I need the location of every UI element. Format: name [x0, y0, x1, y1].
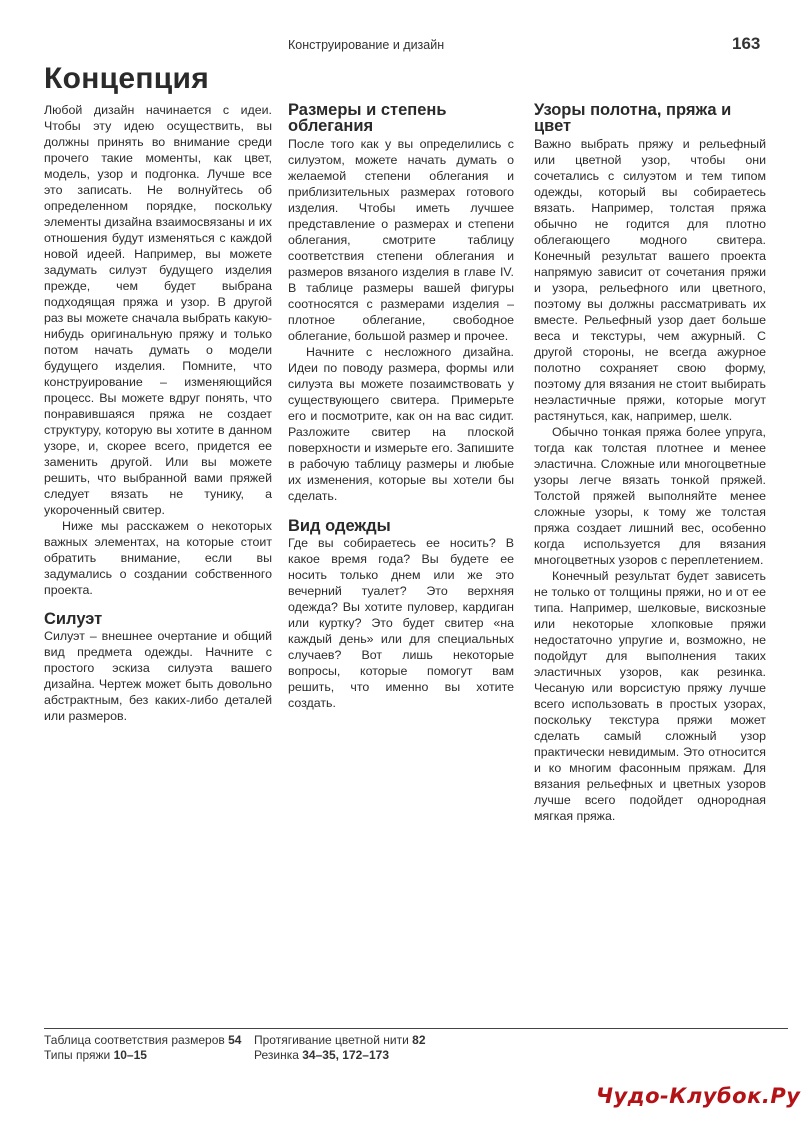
- reference-title: Резинка: [254, 1048, 299, 1062]
- cross-reference-link[interactable]: [254, 1033, 426, 1048]
- subheading-silhouette: Силуэт: [44, 610, 103, 628]
- subheading-size-and-fit: Размеры и степень облегания: [288, 101, 447, 135]
- paragraph: Любой дизайн начинается с идеи. Чтобы эту идею осуществить, вы должны принять во внимание среди прочего такие моменты, как цвет, модель, узор и подгонка. Лучше все это записать. Не волнуйтесь об определенном порядке, поскольку элементы дизайна взаимосвязаны и их отношения будут изменяться с каждой новой идеей. Например, вы можете задумать силуэт будущего изделия прежде, чем будет выбрана подходящая пряжа и узор. В другой раз вы можете сначала выбрать какую-нибудь оригинальную пряжу и только потом начать думать о модели будущего изделия. Помните, что конструирование – изменяющийся процесс. Вы можете вдруг понять, что понравившаяся пряжа не создает структуру, которую вы хотите в данном узоре, и, скорее всего, придется ее заменить другой. Или вы можете решить, что выбранной вами пряжей следует вязать не тунику, а укороченный свитер.: [44, 103, 272, 517]
- footer-references-left: [44, 1033, 241, 1063]
- paragraph: Где вы собираетесь ее носить? В какое время года? Вы будете ее носить только днем или же это вечерний туалет? Это верхняя одежда? Вы хотите пуловер, кардиган или куртку? Это будет свитер «на каждый день» или для специальных случаев? Вот лишь некоторые вопросы, которые помогут вам решить, что именно вы хотите создать.: [288, 536, 514, 710]
- text-column-1: [44, 102, 272, 724]
- subheading-garment-type: Вид одежды: [288, 517, 391, 535]
- reference-title: Протягивание цветной нити: [254, 1033, 409, 1047]
- reference-pages: 54: [228, 1033, 242, 1047]
- page-number: 163: [732, 34, 761, 53]
- reference-pages: 82: [412, 1033, 426, 1047]
- text-column-2: [288, 102, 514, 711]
- cross-reference-link[interactable]: [44, 1033, 241, 1048]
- paragraph: Конечный результат будет зависеть не только от толщины пряжи, но и от ее типа. Например, шелковые, вискозные или некоторые хлопковые пряжи недостаточно упругие и, возможно, не подойдут для выполнения таких эластичных узоров, как резинка. Чесаную или ворсистую пряжу лучше всего использовать в простых узорах, поскольку текстура пряжи может сделать самый сложный узор практически невидимым. Это относится и ко многим фасонным пряжам. Для вязания рельефных и цветных узоров лучше всего подойдет однородная мягкая пряжа.: [534, 569, 766, 823]
- section-name: Конструирование и дизайн: [288, 38, 445, 52]
- paragraph: После того как у вы определились с силуэтом, можете начать думать о желаемой степени облегания и приблизительных размерах готового изделия. Чтобы иметь лучшее представление о размерах и степени облегания, смотрите таблицу соответствия степени облегания и размеров вязаного изделия в главе IV. В таблице размеры вашей фигуры соотносятся с размерами изделия – плотное облегание, свободное облегание, большой размер и прочее.: [288, 137, 514, 343]
- paragraph: Начните с несложного дизайна. Идеи по поводу размера, формы или силуэта вы можете позаимствовать у существующего свитера. Примерьте его и посмотрите, как он на вас сидит. Разложите свитер на плоской поверхности и измерьте его. Запишите в рабочую таблицу размеры и любые их изменения, которые вы хотели бы сделать.: [288, 345, 514, 503]
- paragraph: Ниже мы расскажем о некоторых важных элементах, на которые стоит обратить внимание, если вы задумались о создании собственного проекта.: [44, 519, 272, 597]
- subheading-patterns-yarn-color: Узоры полотна, пряжа и цвет: [534, 101, 732, 135]
- paragraph: Силуэт – внешнее очертание и общий вид предмета одежды. Начните с простого эскиза силуэта вашего дизайна. Чертеж может быть довольно абстрактным, без каких-либо деталей или размеров.: [44, 629, 272, 723]
- text-column-3: [534, 102, 766, 824]
- page-title: Концепция: [44, 62, 210, 95]
- footer-references-right: [254, 1033, 426, 1063]
- paragraph: Важно выбрать пряжу и рельефный или цветной узор, чтобы они сочетались с силуэтом и тем типом одежды, который вы собираетесь вязать. Например, толстая пряжа обычно не годится для плотно облегающего модного свитера. Конечный результат вашего проекта напрямую зависит от сочетания пряжи и узора, рельефного или цветного, поэтому вы должны рассматривать их вместе. Рельефный узор дает больше веса и текстуры, чем ажурный. С другой стороны, не всегда ажурное полотно сохраняет свою форму, поэтому для вязания не стоит выбирать неэластичные пряжи, которые могут растянуться, как, например, шелк.: [534, 137, 766, 423]
- reference-title: Таблица соответствия размеров: [44, 1033, 225, 1047]
- cross-reference-link[interactable]: [254, 1048, 426, 1063]
- reference-pages: 10–15: [113, 1048, 147, 1062]
- footer-divider: [44, 1028, 788, 1029]
- reference-pages: 34–35, 172–173: [302, 1048, 390, 1062]
- paragraph: Обычно тонкая пряжа более упруга, тогда как толстая плотнее и менее эластична. Сложные или многоцветные узоры легче вязать тонкой пряжей. Толстой пряжей выполняйте менее сложные узоры, к тому же толстая пряжа создает лишний вес, особенно когда используется для вязания многоцветных узоров с переплетением.: [534, 425, 766, 567]
- reference-title: Типы пряжи: [44, 1048, 111, 1062]
- site-watermark: Чудо-Клубок.Ру: [596, 1084, 801, 1108]
- cross-reference-link[interactable]: [44, 1048, 241, 1063]
